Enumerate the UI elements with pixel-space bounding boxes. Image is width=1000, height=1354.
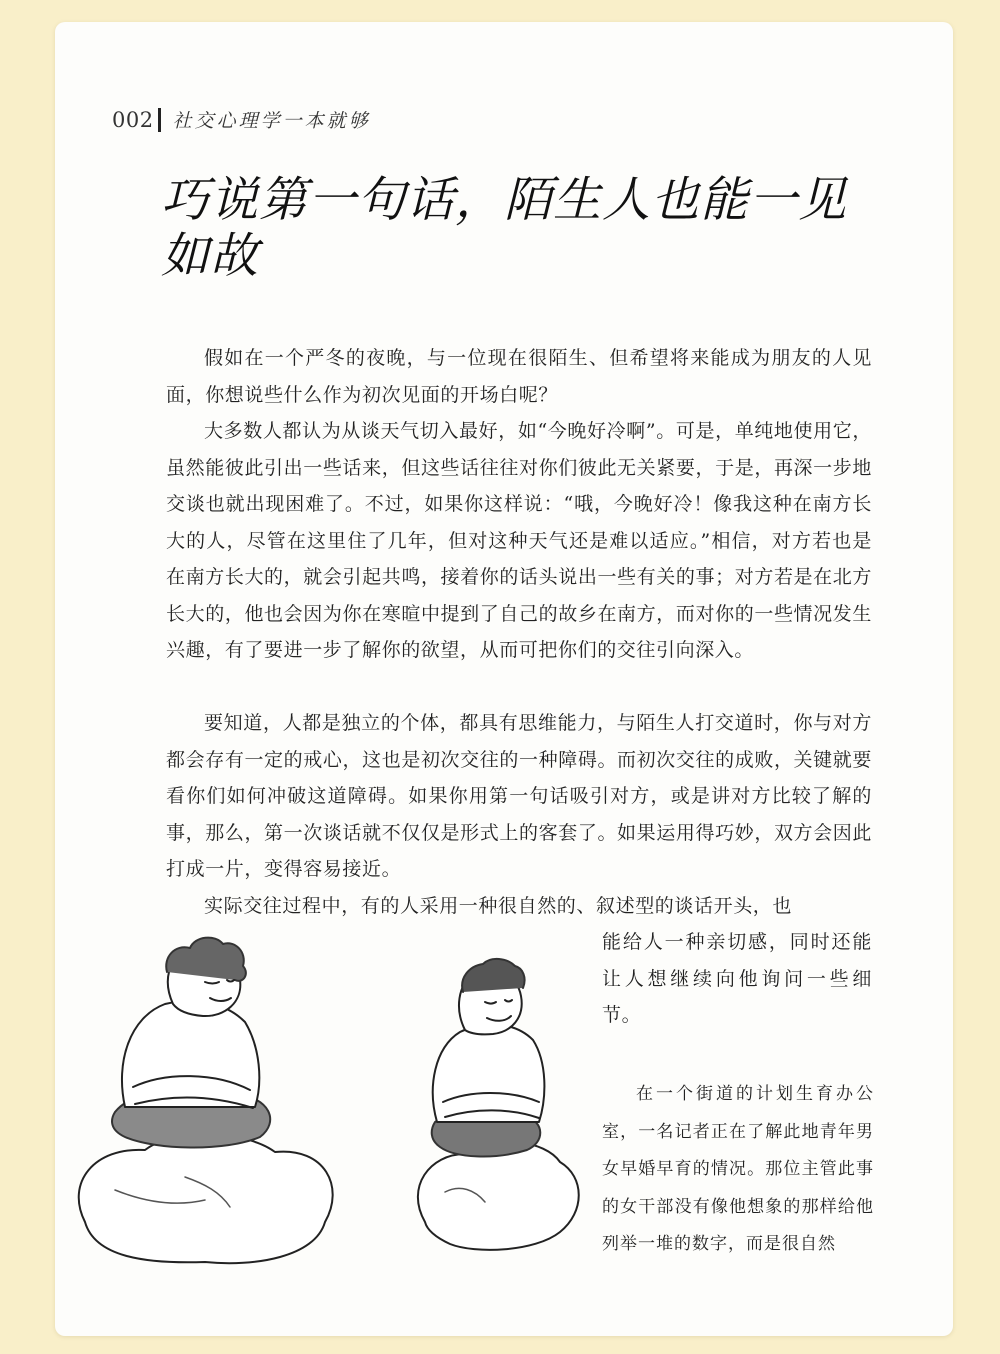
two-people-sitting-illustration <box>55 922 595 1336</box>
paragraph-2: 大多数人都认为从谈天气切入最好，如“今晚好冷啊”。可是，单纯地使用它，虽然能彼此引出一些话来，但这些话往往对你们彼此无关紧要，于是，再深一步地交谈也就出现困难了。不过，如果你这样说：“哦，今晚好冷！像我这种在南方长大的人，尽管在这里住了几年，但对这种天气还是难以适应。”相信，对方若也是在南方长大的，就会引起共鸣，接着你的话头说出一些有关的事；对方若是在北方长大的，他也会因为你在寒暄中提到了自己的故乡在南方，而对你的一些情况发生兴趣，有了要进一步了解你的欲望，从而可把你们的交往引向深入。 <box>166 420 872 661</box>
paragraph-1: 假如在一个严冬的夜晚，与一位现在很陌生、但希望将来能成为朋友的人见面，你想说些什么作为初次见面的开场白呢？ <box>166 347 872 406</box>
book-page <box>55 22 953 1336</box>
book-title: 社交心理学一本就够 <box>172 110 371 132</box>
story-paragraph: 在一个街道的计划生育办公室，一名记者正在了解此地青年男女早婚早育的情况。那位主管此事的女干部没有像他想象的那样给他列举一堆的数字，而是很自然 <box>602 1084 874 1254</box>
page-number: 002 <box>112 107 154 132</box>
head-divider <box>158 108 161 132</box>
paragraph-4: 实际交往过程中，有的人采用一种很自然的、叙述型的谈话开头，也 <box>204 895 793 917</box>
paragraph-4-continued: 能给人一种亲切感，同时还能让人想继续向他询问一些细节。 <box>602 931 872 1026</box>
paragraph-3: 要知道，人都是独立的个体，都具有思维能力，与陌生人打交道时，你与对方都会存有一定的戒心，这也是初次交往的一种障碍。而初次交往的成败，关键就要看你们如何冲破这道障碍。如果你用第一句话吸引对方，或是讲对方比较了解的事，那么，第一次谈话就不仅仅是形式上的客套了。如果运用得巧妙，双方会因此打成一片，变得容易接近。 <box>166 712 872 880</box>
running-head <box>112 106 371 133</box>
chapter-title: 巧说第一句话，陌生人也能一见如故 <box>161 172 848 284</box>
